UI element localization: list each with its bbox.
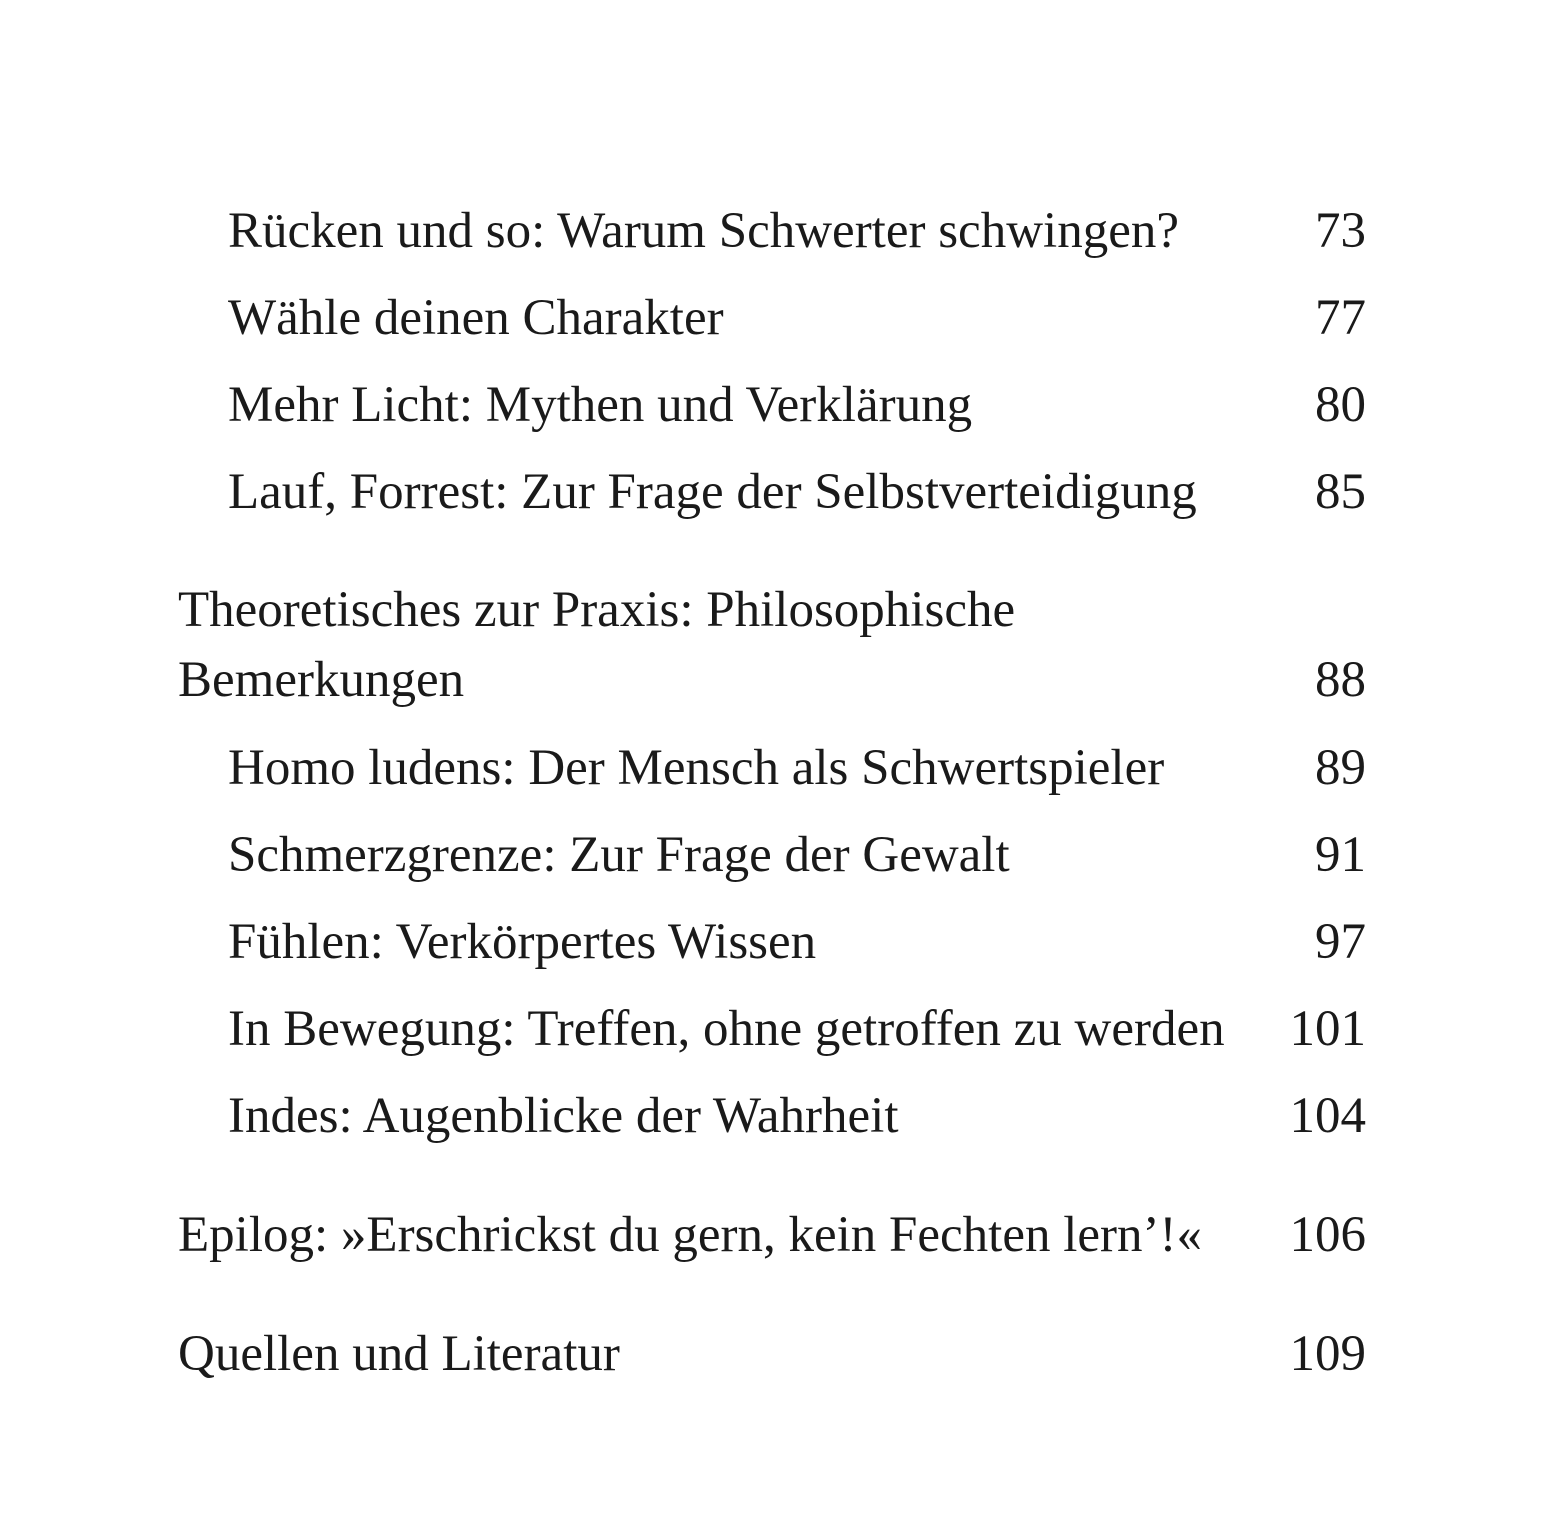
toc-entry-page: 101	[1289, 1001, 1366, 1057]
toc-entry-title: Mehr Licht: Mythen und Verklärung	[228, 377, 973, 433]
toc-entry-title: Fühlen: Verkörpertes Wissen	[228, 914, 817, 970]
toc-entry-page: 106	[1289, 1207, 1366, 1263]
toc-entry-title: Rücken und so: Warum Schwerter schwingen?	[228, 203, 1179, 259]
toc-entry-page: 91	[1315, 827, 1366, 883]
table-of-contents	[178, 0, 1368, 1515]
toc-entry-page: 89	[1315, 740, 1366, 796]
toc-entry-page: 77	[1315, 290, 1366, 346]
toc-entry-title: In Bewegung: Treffen, ohne getroffen zu werden	[228, 1001, 1225, 1057]
toc-entry-page: 73	[1315, 203, 1366, 259]
toc-section-title-line: Theoretisches zur Praxis: Philosophische	[178, 582, 1016, 638]
toc-section-title	[178, 575, 1015, 715]
toc-entry-page: 85	[1315, 464, 1366, 520]
toc-entry-page: 109	[1289, 1326, 1366, 1382]
toc-entry-title: Lauf, Forrest: Zur Frage der Selbstverteidigung	[228, 464, 1197, 520]
toc-section-title-line: Bemerkungen	[178, 652, 465, 708]
toc-entry-page: 97	[1315, 914, 1366, 970]
toc-entry-page: 88	[1315, 652, 1366, 708]
toc-entry-title: Wähle deinen Charakter	[228, 290, 724, 346]
toc-entry-title: Schmerzgrenze: Zur Frage der Gewalt	[228, 827, 1010, 883]
toc-entry-title: Indes: Augenblicke der Wahrheit	[228, 1088, 899, 1144]
toc-entry-title: Homo ludens: Der Mensch als Schwertspieler	[228, 740, 1165, 796]
toc-entry-page: 104	[1289, 1088, 1366, 1144]
toc-section-title: Epilog: »Erschrickst du gern, kein Fechten lern’!«	[178, 1207, 1202, 1263]
toc-entry-page: 80	[1315, 377, 1366, 433]
toc-section-title: Quellen und Literatur	[178, 1326, 620, 1382]
